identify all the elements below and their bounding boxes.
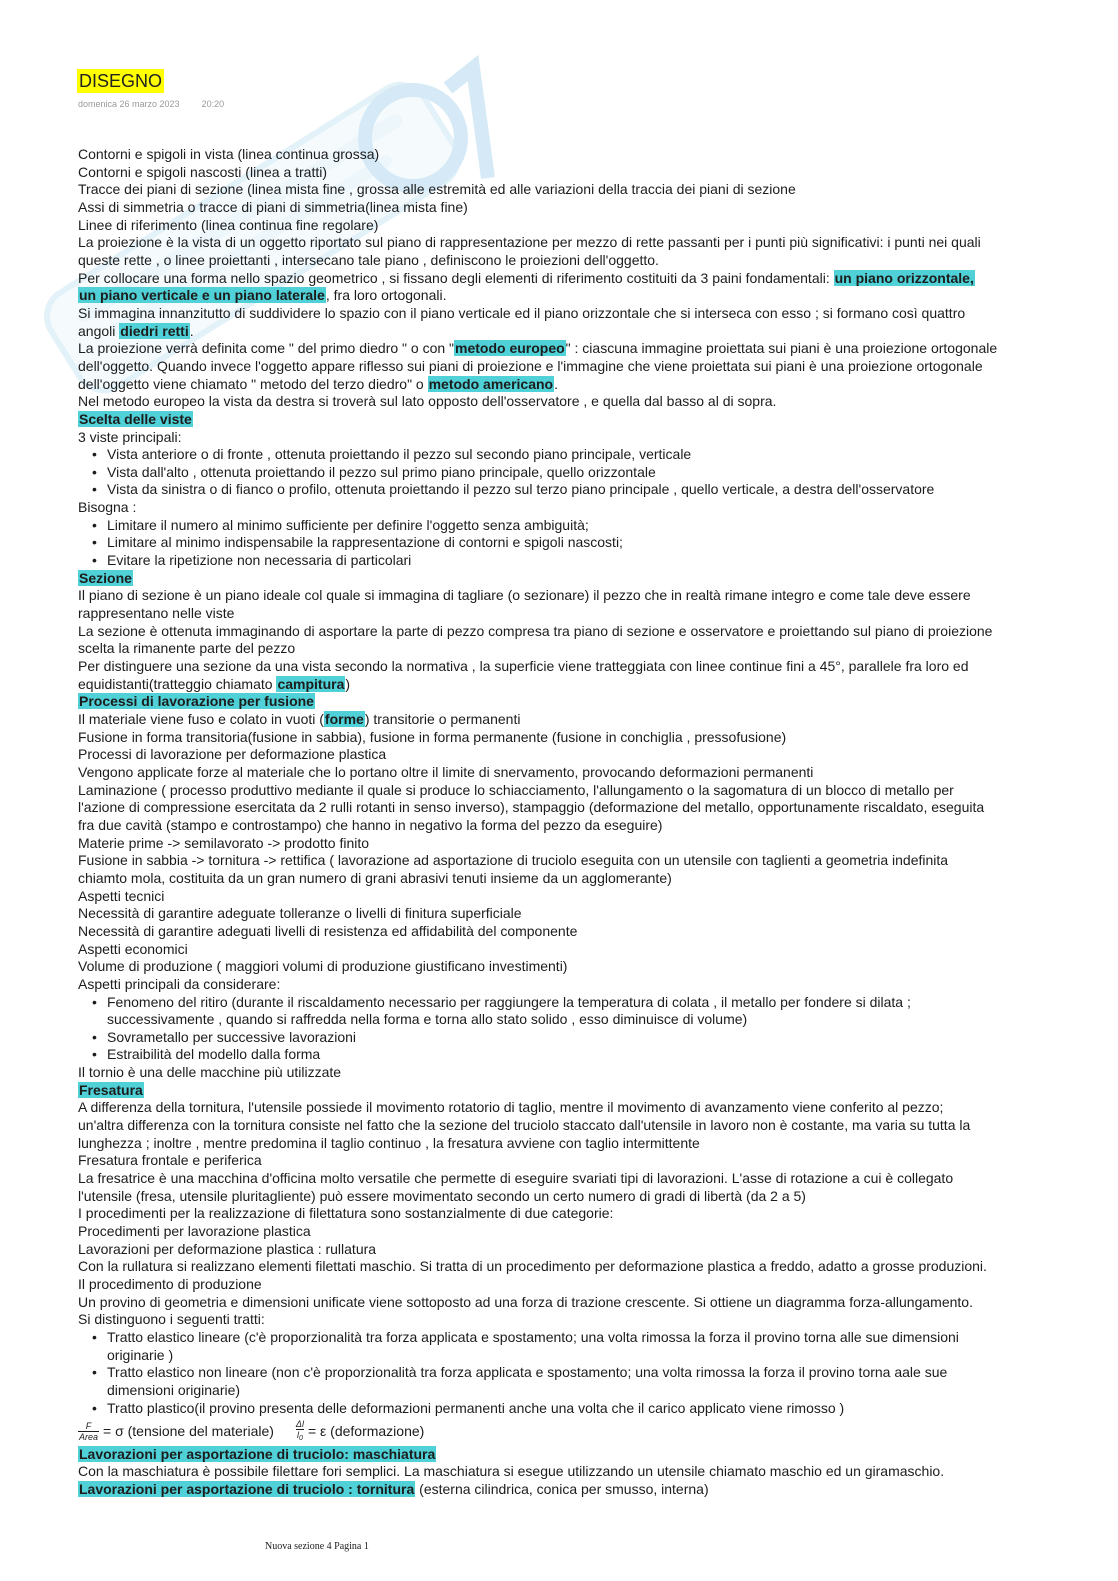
note-line: Per distinguere una sezione da una vista secondo la normativa , la superficie viene tratteggiata con linee continue fini a 45°, parallele fra loro ed xyxy=(78,658,969,675)
note-line xyxy=(78,323,1108,341)
note-line: Linee di riferimento (linea continua fine regolare) xyxy=(78,216,379,233)
line-text: . xyxy=(554,375,558,392)
bullet-item: • Limitare al minimo indispensabile la rappresentazione di contorni e spigoli nascosti; xyxy=(78,534,1108,552)
note-line: Bisogna : xyxy=(78,499,137,516)
line-text: (esterna cilindrica, conica per smusso, interna) xyxy=(415,1480,709,1497)
stress-definition: = σ (tensione del materiale) xyxy=(103,1422,274,1439)
section-heading: Processi di lavorazione per fusione xyxy=(79,693,314,710)
note-line: queste rette , o linee proiettanti , intersecano tale piano , definiscono le proiezioni dell'oggetto. xyxy=(78,251,659,268)
note-line: lunghezza ; inoltre , mentre predomina il taglio continuo , la fresatura avviene con taglio intermittente xyxy=(78,1134,700,1151)
highlight-term: un piano verticale e un piano laterale xyxy=(79,287,325,304)
bullet-item: • Tratto elastico non lineare (non c'è proporzionalità tra forza applicata e spostamento; una volta rimossa la forza il provino torna aale sue xyxy=(78,1364,1108,1382)
line-text: Per collocare una forma nello spazio geometrico , si fissano degli elementi di riferimento costituiti da 3 paini fondamentali: xyxy=(78,269,834,286)
note-line: Nel metodo europeo la vista da destra si troverà sul lato opposto dell'osservatore , e quella dal basso al di sopra. xyxy=(78,393,777,410)
line-text: Il materiale viene fuso e colato in vuoti ( xyxy=(78,711,324,727)
section-heading-row xyxy=(78,1082,1108,1100)
note-line: Processi di lavorazione per deformazione plastica xyxy=(78,746,387,763)
bullet-item: • Tratto plastico(il provino presenta delle deformazioni permanenti anche una volta che il carico applicato viene rimosso ) xyxy=(78,1400,1108,1418)
strain-fraction xyxy=(296,1419,304,1444)
bullet-item: • Sovrametallo per successive lavorazioni xyxy=(78,1029,1108,1047)
highlight-term: metodo americano xyxy=(428,375,554,392)
highlight-term: forme xyxy=(324,711,364,727)
note-line: Volume di produzione ( maggiori volumi di produzione giustificano investimenti) xyxy=(78,958,568,975)
stress-denominator: Area xyxy=(79,1431,99,1442)
note-line: chiamto mola, costituita da un gran numero di grani abrasivi tenuti insieme da un agglomerante) xyxy=(78,869,672,886)
note-line: Vengono applicate forze al materiale che lo portano oltre il limite di snervamento, provocando deformazioni permanenti xyxy=(78,763,814,780)
section-heading: Lavorazioni per asportazione di truciolo: maschiatura xyxy=(79,1445,436,1462)
bullet-item: • Vista da sinistra o di fianco o profilo, ottenuta proiettando il pezzo sul terzo piano principale , quello verticale, a destra dell'osservatore xyxy=(78,481,1108,499)
bullet-continuation: dimensioni originarie) xyxy=(107,1381,241,1398)
bullet-item: • Tratto elastico lineare (c'è proporzionalità tra forza applicata e spostamento; una volta rimossa la forza il provino torna alle sue dimensioni xyxy=(78,1329,1108,1347)
note-line: scelta la rimanente parte del pezzo xyxy=(78,640,296,657)
section-heading-row xyxy=(78,693,1108,711)
note-body xyxy=(78,146,1108,1499)
note-timestamp xyxy=(78,99,224,110)
page-title: DISEGNO xyxy=(79,71,163,91)
strain-denominator: $l_0$ xyxy=(296,1429,303,1442)
line-text: " : ciascuna immagine proiettata sui piani è una proiezione ortogonale xyxy=(565,340,998,357)
note-line xyxy=(78,676,1108,694)
line-text: dell'oggetto viene chiamato " metodo del terzo diedro" o xyxy=(78,375,428,392)
bullet-item: • Vista anteriore o di fronte , ottenuta proiettando il pezzo sul secondo piano principale, verticale xyxy=(78,446,1108,464)
section-heading: Fresatura xyxy=(79,1081,143,1098)
strain-numerator: Δl xyxy=(295,1418,304,1429)
note-line xyxy=(78,1481,1108,1499)
bullet-item: • Limitare il numero al minimo sufficiente per definire l'oggetto senza ambiguità; xyxy=(78,517,1108,535)
note-line: Il tornio è una delle macchine più utilizzate xyxy=(78,1064,342,1081)
note-line: Aspetti tecnici xyxy=(78,887,165,904)
section-heading-row xyxy=(78,570,1108,588)
note-line: l'azione di compressione esercitata da 2 rulli rotanti in senso inverso), stampaggio (deformazione del metallo, opportunamente riscaldato, eseguita xyxy=(78,799,985,816)
note-line: A differenza della tornitura, l'utensile possiede il movimento rotatorio di taglio, mentre il movimento di avanzamento viene conferito al pezzo; xyxy=(78,1099,944,1116)
strain-definition: = ε (deformazione) xyxy=(307,1422,425,1439)
note-line: La proiezione è la vista di un oggetto riportato sul piano di rappresentazione per mezzo di rette passanti per i punti più significativi: i punti nei quali xyxy=(78,234,981,251)
note-line: Necessità di garantire adeguate tolleranze o livelli di finitura superficiale xyxy=(78,905,522,922)
note-line xyxy=(78,287,1108,305)
note-line xyxy=(78,711,1108,729)
note-date: domenica 26 marzo 2023 xyxy=(78,99,180,109)
note-line: Assi di simmetria o tracce di piani di simmetria(linea mista fine) xyxy=(78,198,468,215)
note-line: Con la maschiatura è possibile filettare fori semplici. La maschiatura si esegue utilizzando un utensile chiamato maschio ed un giramaschio. xyxy=(78,1463,945,1480)
bullet-continuation: originarie ) xyxy=(107,1346,174,1363)
note-line: Fusione in sabbia -> tornitura -> rettifica ( lavorazione ad asportazione di truciolo eseguita con un utensile con taglienti a geometria indefinita xyxy=(78,852,949,869)
note-line: Con la rullatura si realizzano elementi filettati maschio. Si tratta di un procedimento per deformazione plastica a freddo, adatto a grosse produzioni. xyxy=(78,1258,987,1275)
note-line: dell'oggetto. Quando invece l'oggetto appare riflesso sui piani di proiezione e l'immagine che viene proiettata sui piani è una proiezione ortogonale xyxy=(78,357,983,374)
bullet-item: • Evitare la ripetizione non necessaria di particolari xyxy=(78,552,1108,570)
note-line: l'utensile (fresa, utensile pluritagliente) può essere movimentato secondo un certo numero di gradi di libertà (da 2 a 5) xyxy=(78,1187,806,1204)
highlight-term: diedri retti xyxy=(120,322,189,339)
section-heading: Sezione xyxy=(79,569,132,586)
note-line: Lavorazioni per deformazione plastica : rullatura xyxy=(78,1240,377,1257)
note-line: Fusione in forma transitoria(fusione in sabbia), fusione in forma permanente (fusione in conchiglia , pressofusione) xyxy=(78,728,787,745)
stress-numerator: F xyxy=(85,1420,92,1431)
note-line: Il piano di sezione è un piano ideale col quale si immagina di tagliare (o sezionare) il pezzo che in realtà rimane integro e come tale deve essere xyxy=(78,587,971,604)
note-line: un'altra differenza con la tornitura consiste nel fatto che la sezione del truciolo staccato dall'utensile in lavoro non è costante, ma varia su tutta la xyxy=(78,1117,971,1134)
note-line: fra due cavità (stampo e controstampo) che hanno in negativo la forma del pezzo da eseguire) xyxy=(78,816,663,833)
note-line: Contorni e spigoli in vista (linea continua grossa) xyxy=(78,146,380,162)
stress-fraction xyxy=(78,1421,99,1442)
bullet-item: • Vista dall'alto , ottenuta proiettando il pezzo sul primo piano principale, quello orizzontale xyxy=(78,464,1108,482)
note-line: Contorni e spigoli nascosti (linea a tratti) xyxy=(78,163,328,180)
note-line: Procedimenti per lavorazione plastica xyxy=(78,1223,311,1240)
bullet-continuation: successivamente , quando si raffredda nella forma e torna allo stato solido , esso diminuisce di volume) xyxy=(107,1011,748,1028)
highlight-term: campitura xyxy=(277,675,345,692)
note-line: Necessità di garantire adeguati livelli di resistenza ed affidabilità del componente xyxy=(78,922,578,939)
note-line xyxy=(78,376,1108,394)
line-text: La proiezione verrà definita come " del primo diedro " o con " xyxy=(78,340,454,357)
section-heading: Lavorazioni per asportazione di truciolo : tornitura xyxy=(79,1480,415,1497)
note-line: Si distinguono i seguenti tratti: xyxy=(78,1311,265,1328)
note-time: 20:20 xyxy=(201,99,225,109)
note-line: Aspetti economici xyxy=(78,940,188,957)
note-line: Fresatura frontale e periferica xyxy=(78,1152,262,1169)
section-heading-row xyxy=(78,411,1108,429)
line-text: , fra loro ortogonali. xyxy=(325,287,447,304)
note-line: I procedimenti per la realizzazione di filettatura sono sostanzialmente di due categorie: xyxy=(78,1205,614,1222)
bullet-item: • Estraibilità del modello dalla forma xyxy=(78,1046,1108,1064)
highlight-term: metodo europeo xyxy=(455,340,565,357)
line-text: ) transitorie o permanenti xyxy=(364,711,521,727)
note-line: 3 viste principali: xyxy=(78,428,182,445)
formula-line xyxy=(78,1417,1108,1445)
line-text: . xyxy=(189,322,194,339)
note-line: Tracce dei piani di sezione (linea mista fine , grossa alle estremità ed alle variazioni della traccia dei piani di sezione xyxy=(78,181,796,198)
note-line: Il procedimento di produzione xyxy=(78,1276,262,1292)
note-line: La sezione è ottenuta immaginando di asportare la parte di pezzo compresa tra piano di sezione e osservatore e proiettando sul piano di proiezione xyxy=(78,622,993,639)
note-line: Laminazione ( processo produttivo mediante il quale si produce lo schiacciamento, l'allungamento o la sagomatura di un blocco di metallo per xyxy=(78,781,954,798)
page-footer: Nuova sezione 4 Pagina 1 xyxy=(265,1541,369,1552)
note-line: Aspetti principali da considerare: xyxy=(78,975,281,992)
line-text: angoli xyxy=(78,322,120,339)
note-line xyxy=(78,270,1108,288)
line-text: equidistanti(tratteggio chiamato xyxy=(78,675,277,692)
note-line: Un provino di geometria e dimensioni unificate viene sottoposto ad una forza di trazione crescente. Si ottiene un diagramma forza-allungamento. xyxy=(78,1293,973,1310)
highlight-term: un piano orizzontale, xyxy=(834,269,974,286)
note-line xyxy=(78,340,1108,358)
bullet-item: • Fenomeno del ritiro (durante il riscaldamento necessario per raggiungere la temperatura di colata , il metallo per fondere si dilata ; xyxy=(78,994,1108,1012)
section-heading-row xyxy=(78,1446,1108,1464)
note-line: Si immagina innanzitutto di suddividere lo spazio con il piano verticale ed il piano orizzontale che si interseca con esso ; si formano così quattro xyxy=(78,304,966,321)
section-heading: Scelta delle viste xyxy=(79,410,192,427)
note-line: Materie prime -> semilavorato -> prodotto finito xyxy=(78,834,370,851)
line-text: ) xyxy=(345,675,351,692)
note-line: La fresatrice è una macchina d'officina molto versatile che permette di eseguire svariati tipi di lavorazioni. L'asse di rotazione a cui è collegato xyxy=(78,1170,954,1187)
note-line: rappresentano nelle viste xyxy=(78,605,235,622)
